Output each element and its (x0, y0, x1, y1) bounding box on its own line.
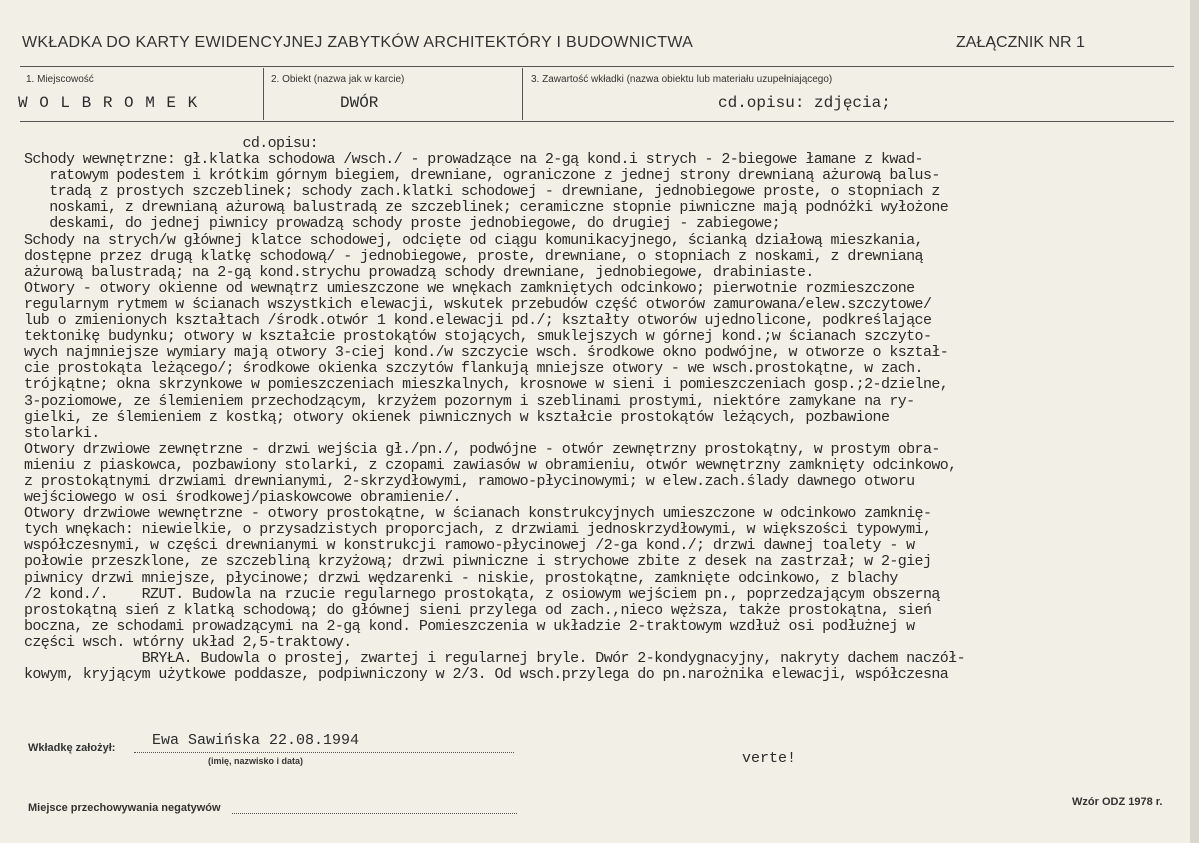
content-value: cd.opisu: zdjęcia; (718, 94, 891, 112)
place-label: 1. Miejscowość (26, 74, 94, 85)
header-rule-bottom (20, 121, 1174, 122)
negatives-line (232, 813, 517, 814)
field-divider-2 (522, 68, 523, 120)
author-line (134, 752, 514, 753)
field-divider-1 (263, 68, 264, 120)
place-value: W O L B R O M E K (18, 94, 199, 112)
author-label: Wkładkę założył: (28, 742, 116, 754)
author-caption: (imię, nazwisko i data) (208, 756, 304, 766)
header-rule-top (20, 66, 1174, 67)
object-value: DWÓR (340, 94, 379, 112)
form-pattern: Wzór ODZ 1978 r. (1072, 796, 1163, 808)
object-label: 2. Obiekt (nazwa jak w karcie) (271, 74, 405, 85)
description-text: cd.opisu: Schody wewnętrzne: gł.klatka schodowa /wsch./ - prowadzące na 2-gą kond.i strych - 2-biegowe łamane z kwad- ratowym podestem i krótkim górnym biegiem, drewniane, ograniczone z jednej strony drewnianą ażurową balus- tradą z prostych szczeblinek; schody zach.klatki schodowej - drewniane, jednobiegowe proste, o stopniach z noskami, z drewnianą ażurową balustradą ze szczeblinek; ceramiczne stopnie piwniczne mają podnóżki wyłożone deskami, do jednej piwnicy prowadzą schody proste jednobiegowe, do drugiej - zabiegowe; Schody na strych/w głównej klatce schodowej, odcięte od ciągu komunikacyjnego, ścianką działową mieszkania, dostępne przez drugą klatkę schodową/ - jednobiegowe, proste, drewniane, o stopniach z noskami, z drewnianą ażurową balustradą; na 2-gą kond.strychu prowadzą schody drewniane, jednobiegowe, drabiniaste. Otwory - otwory okienne od wewnątrz umieszczone we wnękach zamkniętych odcinkowo; pierwotnie rozmieszczone regularnym rytmem w ścianach wszystkich elewacji, wskutek przebudów część otworów zamurowana/elew.szczytowe/ lub o zmienionych kształtach /środk.otwór 1 kond.elewacji pd./; kształty otworów ujednolicone, podkreślające tektonikę budynku; otwory w kształcie prostokątów stojących, smuklejszych w górnej kond.;w ścianach szczyto- wych najmniejsze wymiary mają otwory 3-ciej kond./w szczycie wsch. środkowe okno podwójne, w otworze o kształ- cie prostokąta leżącego/; środkowe okienka szczytów flankują mniejsze otwory - we wsch.prostokątne, w zach. trójkątne; okna skrzynkowe w pomieszczeniach mieszkalnych, krosnowe w sieni i pomieszczeniach gosp.;2-dzielne, 3-poziomowe, ze ślemieniem przechodzącym, krzyżem pozornym i szeblinami prostymi, niektóre zamykane na ry- gielki, ze ślemieniem z kostką; otwory okienek piwnicznych w kształcie prostokątów leżących, pozbawione stolarki. Otwory drzwiowe zewnętrzne - drzwi wejścia gł./pn./, podwójne - otwór zewnętrzny prostokątny, w prostym obra- mieniu z piaskowca, pozbawiony stolarki, z czopami zawiasów w obramieniu, otwór wewnętrzny zamknięty odcinkowo, z prostokątnymi drzwiami drewnianymi, 2-skrzydłowymi, ramowo-płycinowymi; w elew.zach.ślady dawnego otworu wejściowego w osi środkowej/piaskowcowe obramienie/. Otwory drzwiowe wewnętrzne - otwory prostokątne, w ścianach konstrukcyjnych umieszczone w odcinkowo zamknię- tych wnękach: niewielkie, o przysadzistych proporcjach, z drzwiami jednoskrzydłowymi, w większości typowymi, współczesnymi, w części drewnianymi w konstrukcji ramowo-płycinowej /2-ga kond./; drzwi dawnej toalety - w połowie przeszklone, ze szczebliną krzyżową; drzwi piwniczne i strychowe zbite z desek na zastrzał; w 2-giej piwnicy drzwi mniejsze, płycinowe; drzwi wędzarenki - niskie, prostokątne, zamknięte odcinkowo, z blachy /2 kond./. RZUT. Budowla na rzucie regularnego prostokąta, z osiowym wejściem pn., poprzedzającym obszerną prostokątną sień z klatką schodową; do głównej sieni przylega od zach.,nieco węższa, także prostokątna, sień boczna, ze schodami prowadzącymi na 2-gą kond. Pomieszczenia w układzie 2-traktowym wzdłuż osi podłużnej w części wsch. wtórny układ 2,5-traktowy. BRYŁA. Budowla o prostej, zwartej i regularnej bryle. Dwór 2-kondygnacyjny, nakryty dachem naczół- kowym, kryjącym użytkowe poddasze, podpiwniczony w 2/3. Od wsch.przylega do pn.narożnika elewacji, współczesna (24, 135, 965, 684)
content-label: 3. Zawartość wkładki (nazwa obiektu lub materiału uzupełniającego) (531, 74, 833, 85)
card-edge (1190, 0, 1199, 843)
form-title: WKŁADKA DO KARTY EWIDENCYJNEJ ZABYTKÓW ARCHITEKTÓRY I BUDOWNICTWA (22, 34, 694, 51)
author-value: Ewa Sawińska 22.08.1994 (152, 732, 360, 749)
negatives-label: Miejsce przechowywania negatywów (28, 802, 221, 814)
annex-number: ZAŁĄCZNIK NR 1 (956, 34, 1085, 51)
verte-note: verte! (742, 750, 797, 767)
